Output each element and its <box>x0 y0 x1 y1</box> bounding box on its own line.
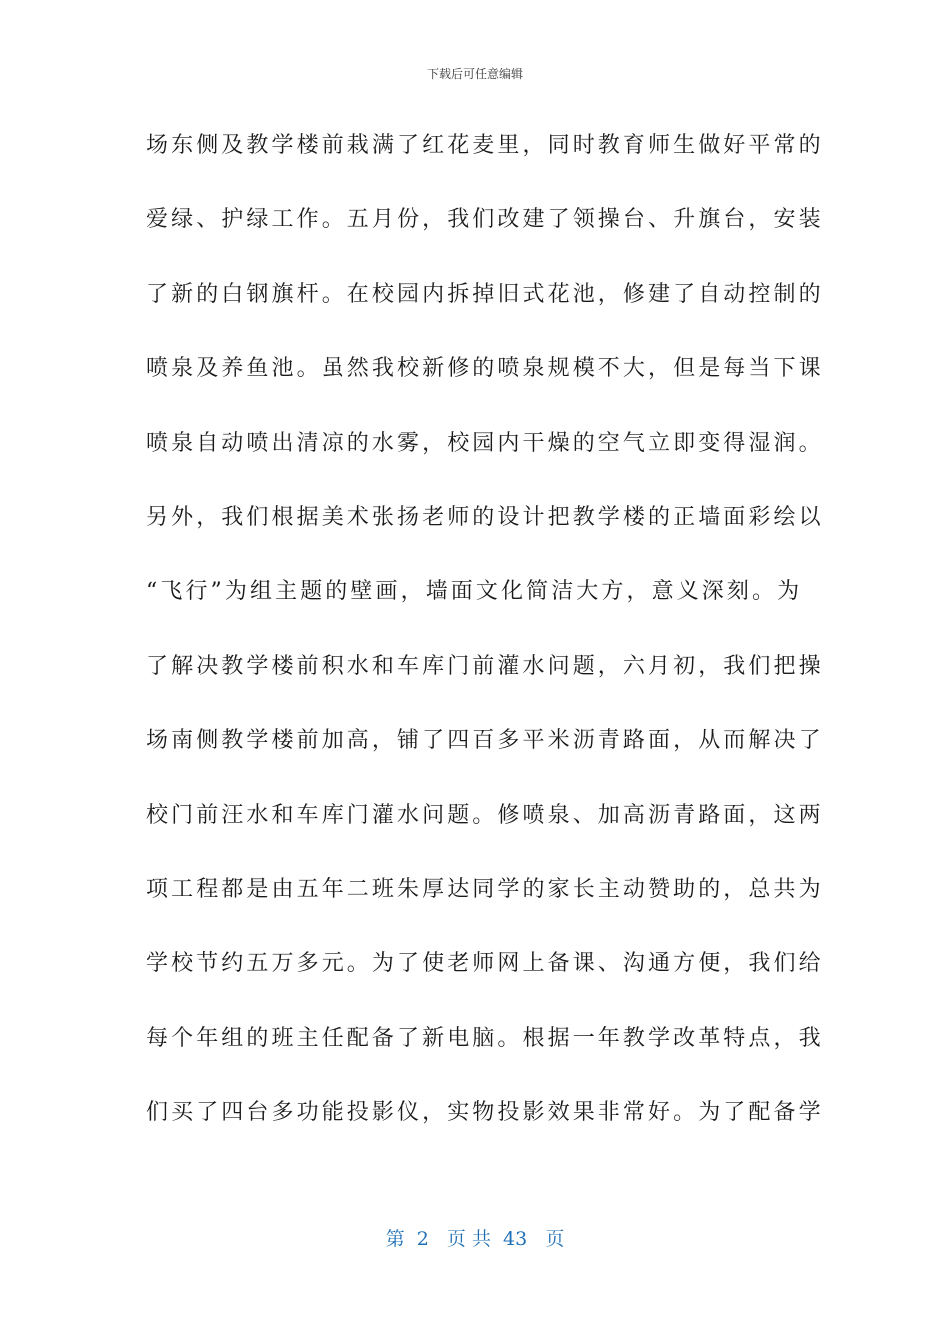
text-line: 项工程都是由五年二班朱厚达同学的家长主动赞助的，总共为 <box>146 876 824 902</box>
text-line: 了新的白钢旗杆。在校园内拆掉旧式花池，修建了自动控制的 <box>146 281 824 307</box>
text-line: 学校节约五万多元。为了使老师网上备课、沟通方便，我们给 <box>146 951 824 977</box>
text-line: 场东侧及教学楼前栽满了红花麦里，同时教育师生做好平常的 <box>146 133 824 158</box>
text-line: 了解决教学楼前积水和车库门前灌水问题，六月初，我们把操 <box>146 653 824 679</box>
text-line: “飞行”为组主题的壁画，墙面文化简洁大方，意义深刻。为 <box>146 579 803 605</box>
text-line: 们买了四台多功能投影仪，实物投影效果非常好。为了配备学 <box>146 1100 824 1126</box>
text-line: 场南侧教学楼前加高，铺了四百多平米沥青路面，从而解决了 <box>146 728 824 754</box>
text-line: 喷泉及养鱼池。虽然我校新修的喷泉规模不大，但是每当下课 <box>146 356 824 382</box>
text-line: 每个年组的班主任配备了新电脑。根据一年教学改革特点，我 <box>146 1025 824 1051</box>
text-line: 喷泉自动喷出清凉的水雾，校园内干燥的空气立即变得湿润。 <box>146 430 824 456</box>
body-text <box>146 122 824 1163</box>
text-line: 另外，我们根据美术张扬老师的设计把教学楼的正墙面彩绘以 <box>146 504 824 530</box>
text-line: 爱绿、护绿工作。五月份，我们改建了领操台、升旗台，安装 <box>146 207 824 233</box>
page-number-footer: 第 2 页 共 43 页 <box>385 1228 565 1250</box>
text-line: 校门前汪水和车库门灌水问题。修喷泉、加高沥青路面，这两 <box>146 802 824 828</box>
page-header: 下载后可任意编辑 <box>426 67 523 81</box>
